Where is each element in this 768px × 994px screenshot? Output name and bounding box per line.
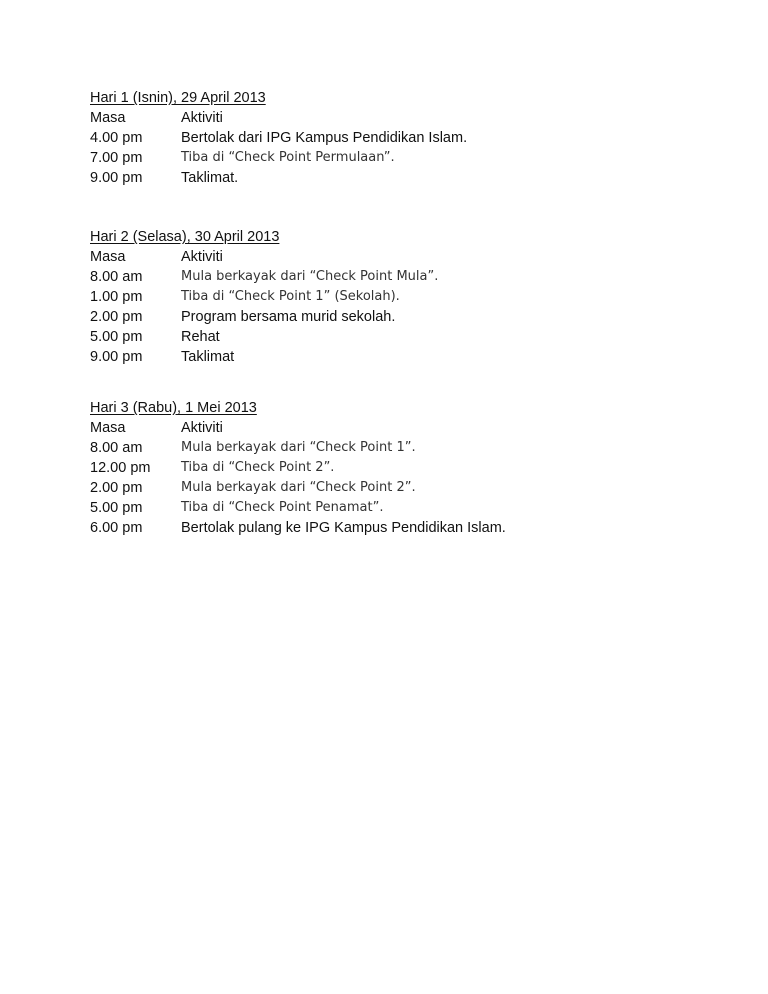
schedule-time: 7.00 pm <box>90 150 143 166</box>
schedule-activity: Mula berkayak dari “Check Point Mula”. <box>181 269 439 284</box>
schedule-row <box>90 478 730 498</box>
activity-column-header: Aktiviti <box>181 249 223 265</box>
schedule-row <box>90 168 730 188</box>
schedule-row <box>90 458 730 478</box>
schedule-activity: Rehat <box>181 329 220 345</box>
schedule-time: 5.00 pm <box>90 329 143 345</box>
time-column-header: Masa <box>90 420 126 436</box>
day-1-schedule <box>90 88 730 188</box>
schedule-row <box>90 307 730 327</box>
day-2-title: Hari 2 (Selasa), 30 April 2013 <box>90 229 280 245</box>
schedule-row <box>90 347 730 367</box>
schedule-activity: Taklimat. <box>181 170 239 186</box>
day-3-title: Hari 3 (Rabu), 1 Mei 2013 <box>90 400 257 416</box>
schedule-header-row <box>90 108 730 128</box>
schedule-activity: Mula berkayak dari “Check Point 2”. <box>181 480 416 495</box>
schedule-row <box>90 287 730 307</box>
schedule-activity: Tiba di “Check Point Permulaan”. <box>181 150 395 165</box>
day-2-schedule <box>90 227 730 367</box>
schedule-time: 12.00 pm <box>90 460 151 476</box>
day-3-schedule <box>90 398 730 538</box>
schedule-activity: Bertolak pulang ke IPG Kampus Pendidikan Islam. <box>181 520 506 536</box>
schedule-row <box>90 498 730 518</box>
schedule-activity: Tiba di “Check Point 2”. <box>181 460 335 475</box>
schedule-time: 2.00 pm <box>90 309 143 325</box>
schedule-row <box>90 438 730 458</box>
schedule-time: 4.00 pm <box>90 130 143 146</box>
schedule-time: 1.00 pm <box>90 289 143 305</box>
time-column-header: Masa <box>90 110 126 126</box>
schedule-activity: Tiba di “Check Point Penamat”. <box>181 500 384 515</box>
schedule-time: 9.00 pm <box>90 170 143 186</box>
schedule-header-row <box>90 247 730 267</box>
schedule-header-row <box>90 418 730 438</box>
schedule-time: 5.00 pm <box>90 500 143 516</box>
time-column-header: Masa <box>90 249 126 265</box>
schedule-time: 8.00 am <box>90 440 143 456</box>
schedule-time: 6.00 pm <box>90 520 143 536</box>
schedule-row <box>90 327 730 347</box>
schedule-row <box>90 518 730 538</box>
activity-column-header: Aktiviti <box>181 420 223 436</box>
schedule-row <box>90 148 730 168</box>
activity-column-header: Aktiviti <box>181 110 223 126</box>
schedule-activity: Tiba di “Check Point 1” (Sekolah). <box>181 289 400 304</box>
schedule-time: 8.00 am <box>90 269 143 285</box>
schedule-time: 2.00 pm <box>90 480 143 496</box>
schedule-activity: Bertolak dari IPG Kampus Pendidikan Islam. <box>181 130 468 146</box>
schedule-time: 9.00 pm <box>90 349 143 365</box>
schedule-activity: Program bersama murid sekolah. <box>181 309 396 325</box>
schedule-row <box>90 128 730 148</box>
day-1-title: Hari 1 (Isnin), 29 April 2013 <box>90 90 266 106</box>
schedule-activity: Taklimat <box>181 349 235 365</box>
schedule-row <box>90 267 730 287</box>
schedule-activity: Mula berkayak dari “Check Point 1”. <box>181 440 416 455</box>
